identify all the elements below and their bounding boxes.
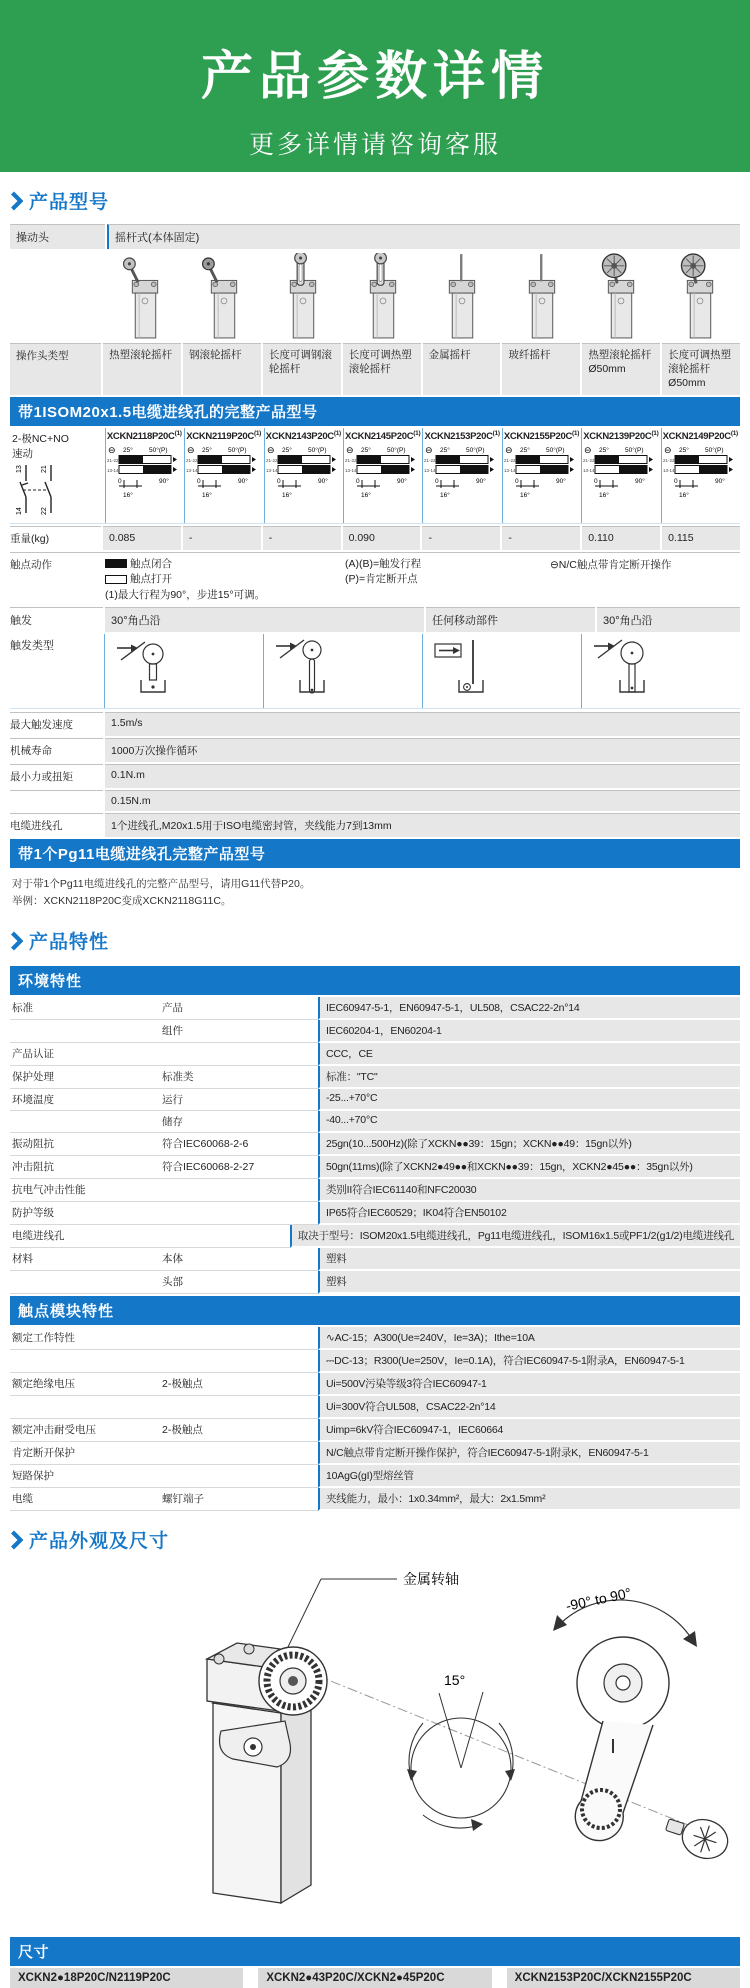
- open-contact-swatch: [105, 575, 127, 584]
- page-subtitle: 更多详情请咨询客服: [248, 131, 501, 159]
- actuator-row: [10, 224, 740, 249]
- cm-value: N/C触点带肯定断开操作保护，符合IEC60947-5-1附录K，EN60947-5-1: [318, 1442, 740, 1465]
- trigger-value: 30°角凸沿: [597, 607, 740, 632]
- contact-module-bar: 触点模块特性: [10, 1296, 740, 1325]
- cm-label: 电缆: [10, 1488, 160, 1511]
- env-row: [10, 1271, 740, 1294]
- env-sublabel: 运行: [160, 1089, 318, 1111]
- head-type-cell: 热塑滚轮摇杆: [103, 343, 181, 395]
- svg-text:13-14: 13-14: [662, 467, 675, 473]
- weight-label: 重量(kg): [10, 526, 101, 550]
- svg-text:13-14: 13-14: [503, 467, 516, 473]
- switch-long-lever-image: [343, 251, 422, 341]
- contact-module-row: [10, 1442, 740, 1465]
- weight-value: -: [183, 526, 261, 550]
- svg-text:0: 0: [117, 477, 122, 485]
- angle-label: 15°: [444, 1672, 466, 1689]
- head-type-cell: 长度可调热塑滚轮摇杆Ø50mm: [662, 343, 740, 395]
- section-title-text: 产品外观及尺寸: [29, 1531, 170, 1553]
- cm-value: 夹线能力，最小：1x0.34mm²，最大：2x1.5mm²: [318, 1488, 740, 1511]
- section-title-features: [10, 912, 740, 964]
- head-type-cell: 金属摇杆: [423, 343, 501, 395]
- weight-value: 0.110: [582, 526, 660, 550]
- switch-steel-roller-image: [184, 251, 263, 341]
- contact-module-row: [10, 1373, 740, 1396]
- spec-row: [10, 764, 740, 788]
- env-row: [10, 1156, 740, 1179]
- svg-text:21-22: 21-22: [583, 457, 595, 463]
- env-label: 标准: [10, 997, 160, 1020]
- svg-text:25°: 25°: [281, 446, 292, 454]
- env-row: [10, 1111, 740, 1133]
- cm-value: ⎓DC-13；R300(Ue=250V，Ie=0.1A)，符合IEC60947-5-1附录A，EN60947-5-1: [318, 1350, 740, 1373]
- svg-text:⊖: ⊖: [425, 444, 433, 455]
- model-number: $XCKN2145P20C^{(1)}$: [345, 429, 421, 442]
- cm-value: ∿AC-15；A300(Ue=240V，Ie=3A)；Ithe=10A: [318, 1327, 740, 1350]
- env-value: IEC60204-1，EN60204-1: [318, 1020, 740, 1043]
- env-label: [10, 1111, 160, 1133]
- contact-module-row: [10, 1488, 740, 1511]
- env-label: 产品认证: [10, 1043, 160, 1066]
- svg-text:25°: 25°: [440, 446, 451, 454]
- range-label: -90° to 90°: [564, 1584, 633, 1615]
- spec-value: 1个进线孔,M20x1.5用于ISO电缆密封管，夹线能力7到13mm: [105, 813, 740, 837]
- svg-text:⊖: ⊖: [266, 444, 275, 455]
- svg-text:13-14: 13-14: [345, 467, 357, 473]
- model-cell: [105, 428, 184, 523]
- svg-text:0: 0: [356, 477, 360, 485]
- spec-label: 电缆进线孔: [10, 813, 103, 837]
- env-label: 材料: [10, 1248, 160, 1271]
- trigger-type-label: 触发类型: [10, 639, 54, 652]
- svg-text:21-22: 21-22: [662, 457, 675, 463]
- size-model-cell: XCKN2●18P20C/N2119P20C: [10, 1968, 243, 1988]
- svg-text:50°(P): 50°(P): [545, 446, 565, 454]
- travel-diagram: [424, 442, 501, 500]
- model-number: $XCKN2143P20C^{(1)}$: [265, 429, 341, 442]
- pole-type-label: 2-极NC+NO 速动 13 21 14 22: [12, 432, 69, 515]
- svg-text:50°(P): 50°(P): [307, 446, 327, 454]
- env-row: [10, 997, 740, 1020]
- trigger-type-big-roller-diagram: [581, 634, 740, 708]
- env-value: 25gn(10...500Hz)(除了XCKN●●39：15gn；XCKN●●49：15gn以外): [318, 1133, 740, 1156]
- env-sublabel: [146, 1225, 289, 1248]
- spec-value: 1.5m/s: [105, 712, 740, 736]
- weight-row: [10, 526, 740, 550]
- weight-value: 0.085: [103, 526, 181, 550]
- cm-sublabel: 2-极触点: [160, 1419, 318, 1442]
- contact-action-keys: (A)(B)=触发行程 (P)=肯定断开点: [345, 557, 422, 586]
- contact-module-row: [10, 1350, 740, 1373]
- env-value: 标准："TC": [318, 1066, 740, 1089]
- switch-long-lever-image: [264, 251, 343, 341]
- switch-roller-image: [105, 251, 184, 341]
- trigger-type-rod-diagram: [422, 634, 581, 708]
- svg-text:21-22: 21-22: [503, 457, 516, 463]
- env-sublabel: 符合IEC60068-2-27: [160, 1156, 318, 1179]
- svg-text:16°: 16°: [202, 491, 213, 499]
- env-value: -40...+70°C: [318, 1111, 740, 1133]
- spec-value: 1000万次操作循环: [105, 738, 740, 762]
- contact-action-label: 触点动作: [10, 558, 52, 571]
- head-type-cell: 长度可调热塑滚轮摇杆: [343, 343, 421, 395]
- trigger-value: 任何移动部件: [426, 607, 595, 632]
- svg-text:13: 13: [16, 464, 23, 473]
- env-row: [10, 1133, 740, 1156]
- positive-opening-note: ⊖N/C触点带肯定断开操作: [550, 558, 672, 571]
- env-sublabel: [160, 1179, 318, 1202]
- cm-label: [10, 1396, 160, 1419]
- svg-text:0: 0: [276, 477, 281, 485]
- head-type-cell: 热塑滚轮摇杆Ø50mm: [582, 343, 660, 395]
- svg-text:16°: 16°: [122, 491, 133, 499]
- env-label: 电缆进线孔: [10, 1225, 146, 1248]
- svg-text:21: 21: [41, 464, 48, 473]
- svg-text:16°: 16°: [440, 491, 451, 499]
- env-value: -25...+70°C: [318, 1089, 740, 1111]
- svg-text:13-14: 13-14: [265, 467, 278, 473]
- cm-label: 肯定断开保护: [10, 1442, 160, 1465]
- trigger-value: 30°角凸沿: [105, 607, 424, 632]
- svg-text:50°(P): 50°(P): [148, 446, 168, 454]
- spec-label: 最小力或扭矩: [10, 764, 103, 788]
- spec-row: [10, 712, 740, 736]
- env-value: 类别II符合IEC61140和NFC20030: [318, 1179, 740, 1202]
- switch-disc-roller-image: [581, 251, 660, 341]
- model-cell: [184, 428, 263, 523]
- env-value: IEC60947-5-1，EN60947-5-1，UL508，CSAC22-2n°14: [318, 997, 740, 1020]
- travel-diagram: [504, 442, 581, 500]
- travel-diagram: [345, 442, 422, 500]
- head-type-cell: 钢滚轮摇杆: [183, 343, 261, 395]
- env-sublabel: 产品: [160, 997, 318, 1020]
- env-sublabel: [160, 1202, 318, 1225]
- trigger-row: [10, 607, 740, 632]
- cm-sublabel: [160, 1465, 318, 1488]
- travel-note: (1)最大行程为90°，步进15°可调。: [105, 589, 266, 602]
- env-value: CCC，CE: [318, 1043, 740, 1066]
- svg-text:13-14: 13-14: [186, 467, 198, 473]
- svg-text:⊖: ⊖: [584, 444, 592, 455]
- section-title-text: 产品特性: [29, 932, 110, 954]
- travel-diagram: [107, 442, 184, 500]
- svg-text:25°: 25°: [599, 446, 610, 454]
- svg-text:⊖: ⊖: [107, 444, 116, 455]
- chevron-right-icon: [10, 191, 23, 211]
- spec-label: [10, 790, 103, 811]
- env-sublabel: 本体: [160, 1248, 318, 1271]
- env-row: [10, 1043, 740, 1066]
- svg-text:25°: 25°: [122, 446, 133, 454]
- env-characteristics-bar: 环境特性: [10, 966, 740, 995]
- env-label: 抗电气冲击性能: [10, 1179, 160, 1202]
- shaft-label: 金属转轴: [403, 1571, 459, 1588]
- model-number: $XCKN2149P20C^{(1)}$: [662, 429, 738, 442]
- pg11-bar: 带1个Pg11电缆进线孔完整产品型号: [10, 839, 740, 868]
- env-value: 取决于型号：ISOM20x1.5电缆进线孔，Pg11电缆进线孔，ISOM16x1.5或PF1/2(g1/2)电缆进线孔: [290, 1225, 740, 1248]
- env-value: 50gn(11ms)(除了XCKN2●49●●和XCKN●●39：15gn，XCKN2●45●●：35gn以外): [318, 1156, 740, 1179]
- env-label: 振动阻抗: [10, 1133, 160, 1156]
- svg-text:14: 14: [16, 506, 23, 515]
- model-cell: [502, 428, 581, 523]
- weight-value: -: [422, 526, 500, 550]
- svg-text:0: 0: [197, 477, 201, 485]
- closed-contact-swatch: [105, 559, 127, 568]
- svg-text:90°: 90°: [238, 477, 249, 485]
- svg-text:50°(P): 50°(P): [625, 446, 644, 454]
- svg-text:21-22: 21-22: [265, 457, 278, 463]
- svg-text:90°: 90°: [635, 477, 646, 485]
- chevron-right-icon: [10, 931, 23, 951]
- cm-value: Ui=300V符合UL508，CSAC22-2n°14: [318, 1396, 740, 1419]
- contact-module-row: [10, 1465, 740, 1488]
- env-label: [10, 1271, 160, 1294]
- svg-text:⊖: ⊖: [187, 444, 195, 455]
- env-value: 塑料: [318, 1271, 740, 1294]
- model-cell: [264, 428, 343, 523]
- svg-text:50°(P): 50°(P): [704, 446, 724, 454]
- trigger-type-long-lever-diagram: [263, 634, 422, 708]
- spec-value: 0.15N.m: [105, 790, 740, 811]
- svg-text:16°: 16°: [519, 491, 530, 499]
- model-cell: [661, 428, 740, 523]
- svg-text:22: 22: [41, 506, 48, 515]
- cm-value: 10AgG(gI)型熔丝管: [318, 1465, 740, 1488]
- env-label: 环境温度: [10, 1089, 160, 1111]
- spec-label: 机械寿命: [10, 738, 103, 762]
- svg-text:21-22: 21-22: [424, 457, 436, 463]
- cm-value: Ui=500V污染等级3符合IEC60947-1: [318, 1373, 740, 1396]
- cm-label: 额定绝缘电压: [10, 1373, 160, 1396]
- env-row: [10, 1248, 740, 1271]
- model-number: $XCKN2119P20C^{(1)}$: [186, 429, 262, 442]
- svg-text:0: 0: [514, 477, 519, 485]
- travel-diagram: [583, 442, 660, 500]
- contact-module-row: [10, 1419, 740, 1442]
- svg-text:50°(P): 50°(P): [228, 446, 247, 454]
- cm-label: 额定冲击耐受电压: [10, 1419, 160, 1442]
- svg-text:90°: 90°: [714, 477, 725, 485]
- spec-label: 最大触发速度: [10, 712, 103, 736]
- trigger-type-roller-diagram: [104, 634, 263, 708]
- svg-text:⊖: ⊖: [346, 444, 354, 455]
- spec-row: [10, 790, 740, 811]
- hero-banner: [0, 0, 750, 172]
- head-type-label: 操作头类型: [10, 343, 101, 395]
- svg-text:13-14: 13-14: [106, 467, 119, 473]
- svg-text:16°: 16°: [599, 491, 610, 499]
- cm-label: 短路保护: [10, 1465, 160, 1488]
- iso-bar: 带1ISOM20x1.5电缆进线孔的完整产品型号: [10, 397, 740, 426]
- trigger-label: 触发: [10, 607, 103, 632]
- chevron-right-icon: [10, 1530, 23, 1550]
- head-type-cell: 长度可调钢滚轮摇杆: [263, 343, 341, 395]
- svg-text:⊖: ⊖: [504, 444, 513, 455]
- env-value: 塑料: [318, 1248, 740, 1271]
- cm-label: [10, 1350, 160, 1373]
- env-row: [10, 1179, 740, 1202]
- travel-diagram: [266, 442, 343, 500]
- svg-text:50°(P): 50°(P): [466, 446, 485, 454]
- env-sublabel: 组件: [160, 1020, 318, 1043]
- page-title: 产品参数详情: [200, 48, 549, 106]
- svg-text:0: 0: [594, 477, 598, 485]
- actuator-label: 操动头: [10, 224, 105, 249]
- head-type-row: [10, 343, 740, 395]
- svg-text:16°: 16°: [678, 491, 689, 499]
- env-sublabel: 符合IEC60068-2-6: [160, 1133, 318, 1156]
- env-label: 防护等级: [10, 1202, 160, 1225]
- size-model-cell: XCKN2153P20C/XCKN2155P20C: [507, 1968, 740, 1988]
- pg11-note: 对于带1个Pg11电缆进线孔的完整产品型号，请用G11代替P20。 举例：XCKN2118P20C变成XCKN2118G11C。: [12, 877, 311, 908]
- model-cell: [422, 428, 501, 523]
- model-number: $XCKN2139P20C^{(1)}$: [583, 429, 659, 442]
- env-row: [10, 1202, 740, 1225]
- size-model-cell: XCKN2●43P20C/XCKN2●45P20C: [258, 1968, 491, 1988]
- env-row: [10, 1020, 740, 1043]
- svg-text:⊖: ⊖: [663, 444, 672, 455]
- model-cell: [581, 428, 660, 523]
- contact-action-row: [10, 552, 740, 604]
- env-sublabel: [160, 1043, 318, 1066]
- svg-text:21-22: 21-22: [106, 457, 119, 463]
- section-title-text: 产品型号: [29, 192, 110, 213]
- model-number: $XCKN2155P20C^{(1)}$: [503, 429, 580, 442]
- model-cell: [343, 428, 422, 523]
- svg-text:13-14: 13-14: [583, 467, 595, 473]
- svg-text:90°: 90°: [317, 477, 328, 485]
- travel-diagram: [186, 442, 263, 500]
- section-title-model: [10, 172, 740, 224]
- head-type-cell: 玻纤摇杆: [502, 343, 580, 395]
- switch-metal-rod-image: [422, 251, 501, 341]
- cm-sublabel: [160, 1350, 318, 1373]
- product-images-row: [10, 251, 740, 341]
- env-sublabel: 标准类: [160, 1066, 318, 1089]
- svg-text:25°: 25°: [361, 446, 371, 454]
- contact-circuit-icon: [12, 461, 68, 517]
- env-value: IP65符合IEC60529；IK04符合EN50102: [318, 1202, 740, 1225]
- svg-text:21-22: 21-22: [345, 457, 357, 463]
- svg-text:0: 0: [435, 477, 440, 485]
- svg-text:0: 0: [673, 477, 678, 485]
- env-sublabel: 头部: [160, 1271, 318, 1294]
- spec-row: [10, 813, 740, 837]
- svg-text:25°: 25°: [678, 446, 689, 454]
- cm-value: Uimp=6kV符合IEC60947-1，IEC60664: [318, 1419, 740, 1442]
- travel-diagram: [663, 442, 740, 500]
- model-row: [10, 428, 740, 524]
- env-row: [10, 1225, 740, 1248]
- contact-module-row: [10, 1327, 740, 1350]
- svg-text:16°: 16°: [361, 491, 371, 499]
- svg-text:90°: 90°: [158, 477, 169, 485]
- contact-module-row: [10, 1396, 740, 1419]
- cm-label: 额定工作特性: [10, 1327, 160, 1350]
- model-number: $XCKN2118P20C^{(1)}$: [106, 429, 182, 442]
- contact-action-legend: 触点闭合 触点打开 (1)最大行程为90°，步进15°可调。: [105, 557, 345, 604]
- svg-text:90°: 90°: [555, 477, 566, 485]
- env-label: 冲击阻抗: [10, 1156, 160, 1179]
- svg-text:50°(P): 50°(P): [387, 446, 406, 454]
- env-row: [10, 1066, 740, 1089]
- svg-text:25°: 25°: [202, 446, 213, 454]
- size-model-cells: [10, 1968, 740, 1988]
- cm-sublabel: [160, 1442, 318, 1465]
- trigger-type-row: [10, 634, 740, 709]
- svg-text:90°: 90°: [476, 477, 487, 485]
- switch-fiber-rod-image: [502, 251, 581, 341]
- env-sublabel: 储存: [160, 1111, 318, 1133]
- section-title-dimensions: [10, 1511, 740, 1563]
- cm-sublabel: [160, 1396, 318, 1419]
- actuator-value: 摇杆式(本体固定): [107, 224, 740, 249]
- cm-sublabel: 螺钉端子: [160, 1488, 318, 1511]
- size-bar: 尺寸: [10, 1937, 740, 1966]
- weight-value: 0.090: [343, 526, 421, 550]
- weight-value: -: [502, 526, 580, 550]
- svg-text:90°: 90°: [397, 477, 407, 485]
- cm-sublabel: 2-极触点: [160, 1373, 318, 1396]
- spec-row: [10, 738, 740, 762]
- svg-text:13-14: 13-14: [424, 467, 436, 473]
- env-label: 保护处理: [10, 1066, 160, 1089]
- model-number: $XCKN2153P20C^{(1)}$: [424, 429, 500, 442]
- env-row: [10, 1089, 740, 1111]
- svg-text:16°: 16°: [281, 491, 292, 499]
- spec-value: 0.1N.m: [105, 764, 740, 788]
- weight-value: 0.115: [662, 526, 740, 550]
- outline-drawing: [10, 1563, 740, 1935]
- switch-disc-roller-image: [661, 251, 740, 341]
- cm-sublabel: [160, 1327, 318, 1350]
- svg-text:25°: 25°: [519, 446, 530, 454]
- svg-text:21-22: 21-22: [186, 457, 198, 463]
- weight-value: -: [263, 526, 341, 550]
- env-label: [10, 1020, 160, 1043]
